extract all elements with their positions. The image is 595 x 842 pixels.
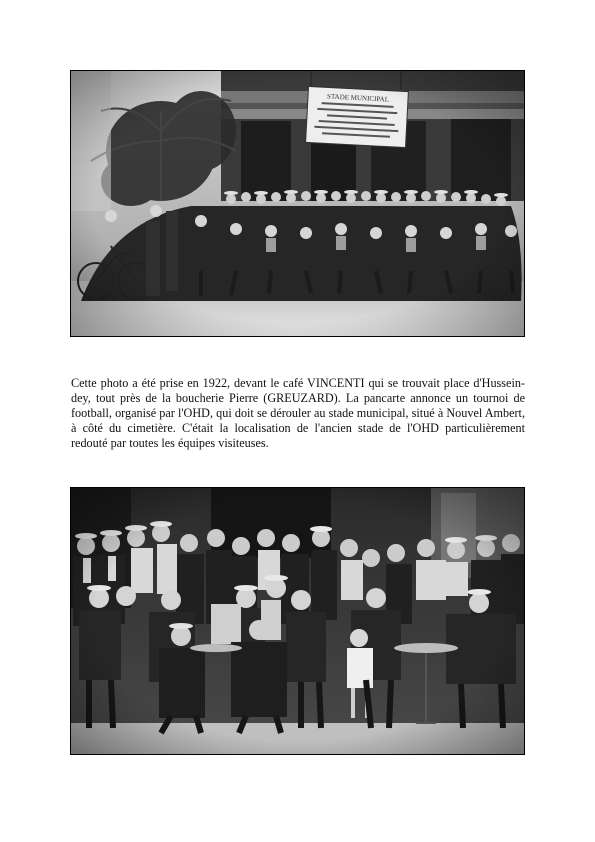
top-photograph [71, 71, 524, 336]
photo-caption: Cette photo a été prise en 1922, devant le café VINCENTI qui se trouvait place d'Hussein-dey, tout près de la boucherie Pierre (GREUZARD). La pancarte annonce un tournoi de football, organisé par l'OHD, qui doit se dérouler au stade municipal, situé à Nouvel Ambert, à côté du cimetière. C'était la localisation de l'ancien stade de l'OHD particulièrement redouté par toutes les équipes visiteuses. [71, 376, 525, 451]
top-photo-image [71, 71, 524, 336]
bottom-photo-image [71, 488, 524, 754]
bottom-photograph [71, 488, 524, 754]
